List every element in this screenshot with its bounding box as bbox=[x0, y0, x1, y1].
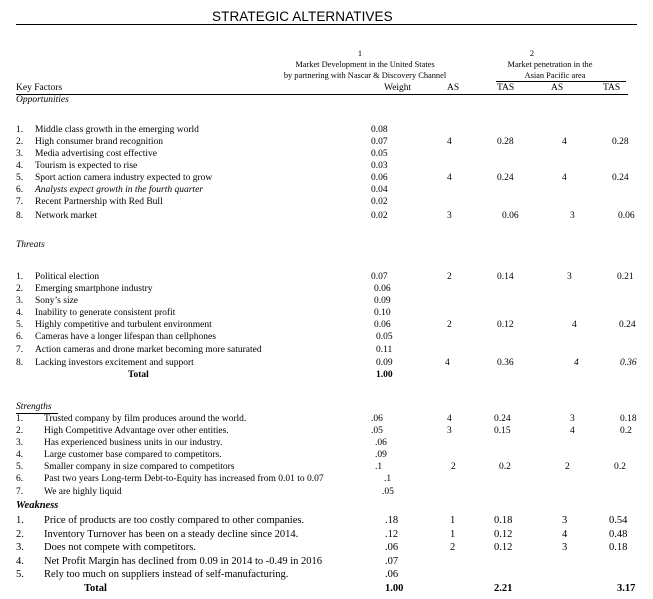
col-as1: AS bbox=[447, 83, 460, 93]
row-weight: .18 bbox=[385, 515, 399, 526]
row-as2: 3 bbox=[562, 515, 568, 526]
row-number: 6. bbox=[16, 332, 24, 342]
row-number: 2. bbox=[16, 426, 24, 436]
row-label: Rely too much on suppliers instead of self-manufacturing. bbox=[44, 569, 289, 580]
table-row bbox=[0, 530, 653, 541]
row-as1: 1 bbox=[450, 529, 456, 540]
row-weight: .06 bbox=[385, 542, 399, 553]
row-as1: 4 bbox=[447, 414, 452, 424]
row-weight: .12 bbox=[385, 529, 399, 540]
row-tas1: 0.14 bbox=[497, 272, 514, 282]
col-tas1: TAS bbox=[497, 83, 515, 93]
row-number: 1. bbox=[16, 272, 24, 282]
alt1-line2: by partnering with Nascar & Discovery Channel bbox=[283, 71, 447, 80]
row-number: 1. bbox=[16, 515, 24, 526]
row-number: 1. bbox=[16, 414, 24, 424]
title-underline bbox=[16, 24, 637, 25]
row-as1: 4 bbox=[447, 173, 452, 183]
row-tas2: 0.48 bbox=[609, 529, 628, 540]
table-row bbox=[0, 346, 653, 357]
row-number: 6. bbox=[16, 474, 24, 484]
row-tas2: 0.24 bbox=[612, 173, 629, 183]
row-label: Tourism is expected to rise bbox=[35, 161, 138, 171]
total-weight: 1.00 bbox=[376, 370, 393, 380]
row-number: 3. bbox=[16, 149, 24, 159]
table-row bbox=[0, 150, 653, 161]
row-tas1: 0.28 bbox=[497, 137, 514, 147]
row-as2: 4 bbox=[574, 358, 579, 368]
row-as2: 4 bbox=[562, 173, 567, 183]
row-as2: 3 bbox=[562, 542, 568, 553]
row-tas1: 0.12 bbox=[497, 320, 514, 330]
row-label: Price of products are too costly compared to other companies. bbox=[44, 515, 305, 526]
row-as1: 2 bbox=[450, 542, 456, 553]
row-as2: 4 bbox=[570, 426, 575, 436]
row-number: 5. bbox=[16, 569, 24, 580]
table-row bbox=[0, 570, 653, 581]
row-tas1: 0.36 bbox=[497, 358, 514, 368]
row-label: High Competitive Advantage over other entities. bbox=[44, 426, 229, 436]
row-as1: 2 bbox=[447, 272, 452, 282]
row-label: Emerging smartphone industry bbox=[35, 284, 153, 294]
row-number: 6. bbox=[16, 185, 24, 195]
page-title: STRATEGIC ALTERNATIVES bbox=[212, 9, 393, 24]
row-as1: 2 bbox=[447, 320, 452, 330]
row-weight: .05 bbox=[382, 487, 394, 497]
table-row bbox=[0, 415, 653, 426]
table-row bbox=[0, 309, 653, 320]
table-row bbox=[0, 488, 653, 499]
row-tas2: 0.21 bbox=[617, 272, 634, 282]
row-as1: 4 bbox=[447, 137, 452, 147]
table-row bbox=[0, 427, 653, 438]
table-row bbox=[0, 297, 653, 308]
total-weight: 1.00 bbox=[385, 583, 404, 594]
total-label: Total bbox=[128, 370, 149, 380]
table-row bbox=[0, 451, 653, 462]
column-header-underline bbox=[16, 94, 628, 95]
row-tas1: 0.24 bbox=[494, 414, 511, 424]
row-label: Large customer base compared to competitors. bbox=[44, 450, 222, 460]
row-weight: 0.06 bbox=[374, 284, 391, 294]
row-label: Inability to generate consistent profit bbox=[35, 308, 176, 318]
row-tas1: 0.24 bbox=[497, 173, 514, 183]
total-tas1: 2.21 bbox=[494, 583, 513, 594]
table-row bbox=[0, 174, 653, 185]
row-number: 4. bbox=[16, 308, 24, 318]
section-opportunities: Opportunities bbox=[16, 95, 69, 105]
row-weight: .1 bbox=[375, 462, 383, 472]
row-number: 3. bbox=[16, 438, 24, 448]
grand-total-row bbox=[0, 584, 653, 595]
section-threats: Threats bbox=[16, 240, 45, 250]
alt2-line2: Asian Pacific area bbox=[524, 71, 586, 80]
row-weight: 0.06 bbox=[374, 320, 391, 330]
col-weight: Weight bbox=[384, 83, 412, 93]
col-as2: AS bbox=[551, 83, 564, 93]
row-weight: .07 bbox=[385, 556, 399, 567]
row-number: 7. bbox=[16, 487, 24, 497]
row-tas2: 0.2 bbox=[620, 426, 632, 436]
row-number: 3. bbox=[16, 542, 24, 553]
row-tas1: 0.18 bbox=[494, 515, 513, 526]
row-label: Highly competitive and turbulent environment bbox=[35, 320, 212, 330]
row-number: 8. bbox=[16, 358, 24, 368]
table-row bbox=[0, 543, 653, 554]
row-label: Middle class growth in the emerging world bbox=[35, 125, 199, 135]
row-weight: 0.06 bbox=[371, 173, 388, 183]
row-label: Sport action camera industry expected to grow bbox=[35, 173, 213, 183]
row-label: Smaller company in size compared to competitors bbox=[44, 462, 235, 472]
table-row bbox=[0, 273, 653, 284]
row-number: 2. bbox=[16, 529, 24, 540]
row-label: Analysts expect growth in the fourth quarter bbox=[35, 185, 203, 195]
alt2-line1: Market penetration in the bbox=[507, 60, 593, 69]
row-weight: .06 bbox=[385, 569, 399, 580]
table-row bbox=[0, 285, 653, 296]
row-as2: 2 bbox=[565, 462, 570, 472]
row-tas2: 0.24 bbox=[619, 320, 636, 330]
row-as1: 1 bbox=[450, 515, 456, 526]
table-row bbox=[0, 186, 653, 197]
row-as2: 3 bbox=[570, 414, 575, 424]
row-label: Network market bbox=[35, 211, 97, 221]
row-as1: 3 bbox=[447, 426, 452, 436]
row-weight: .1 bbox=[384, 474, 392, 484]
row-as2: 4 bbox=[562, 529, 568, 540]
table-row bbox=[0, 126, 653, 137]
section-strengths: Strengths bbox=[16, 402, 52, 412]
row-weight: .05 bbox=[371, 426, 383, 436]
alt1-line1: Market Development in the United States bbox=[295, 60, 435, 69]
row-weight: 0.05 bbox=[376, 332, 393, 342]
table-row bbox=[0, 516, 653, 527]
table-row bbox=[0, 162, 653, 173]
row-label: High consumer brand recognition bbox=[35, 137, 163, 147]
row-as1: 4 bbox=[445, 358, 450, 368]
row-label: We are highly liquid bbox=[44, 487, 122, 497]
row-tas2: 0.28 bbox=[612, 137, 629, 147]
row-weight: 0.09 bbox=[376, 358, 393, 368]
row-number: 8. bbox=[16, 211, 24, 221]
row-weight: .06 bbox=[371, 414, 383, 424]
row-label: Media advertising cost effective bbox=[35, 149, 157, 159]
row-tas1: 0.15 bbox=[494, 426, 511, 436]
row-weight: 0.07 bbox=[371, 137, 388, 147]
row-tas2: 0.18 bbox=[609, 542, 628, 553]
row-as1: 2 bbox=[451, 462, 456, 472]
row-as2: 3 bbox=[567, 272, 572, 282]
external-total-row bbox=[0, 371, 653, 382]
row-number: 2. bbox=[16, 137, 24, 147]
row-label: Net Profit Margin has declined from 0.09 in 2014 to -0.49 in 2016 bbox=[44, 556, 323, 567]
table-row bbox=[0, 557, 653, 568]
row-weight: 0.11 bbox=[376, 345, 393, 355]
row-label: Lacking investors excitement and support bbox=[35, 358, 194, 368]
row-weight: 0.09 bbox=[374, 296, 391, 306]
row-label: Sony’s size bbox=[35, 296, 79, 306]
row-label: Does not compete with competitors. bbox=[44, 542, 196, 553]
table-row bbox=[0, 475, 653, 486]
row-number: 1. bbox=[16, 125, 24, 135]
row-weight: 0.03 bbox=[371, 161, 388, 171]
row-weight: 0.10 bbox=[374, 308, 391, 318]
table-row bbox=[0, 321, 653, 332]
table-row bbox=[0, 359, 653, 370]
row-tas2: 0.54 bbox=[609, 515, 628, 526]
table-row bbox=[0, 138, 653, 149]
row-weight: 0.04 bbox=[371, 185, 388, 195]
total-label: Total bbox=[84, 583, 107, 594]
row-number: 5. bbox=[16, 173, 24, 183]
alt1-number: 1 bbox=[357, 49, 363, 58]
row-number: 5. bbox=[16, 320, 24, 330]
row-label: Trusted company by film produces around the world. bbox=[44, 414, 247, 424]
row-as1: 3 bbox=[447, 211, 452, 221]
table-row bbox=[0, 333, 653, 344]
row-weight: .09 bbox=[375, 450, 387, 460]
row-weight: 0.05 bbox=[371, 149, 388, 159]
row-number: 4. bbox=[16, 450, 24, 460]
table-row bbox=[0, 463, 653, 474]
total-tas2: 3.17 bbox=[617, 583, 636, 594]
row-label: Past two years Long-term Debt-to-Equity has increased from 0.01 to 0.07 bbox=[44, 474, 324, 484]
col-tas2: TAS bbox=[603, 83, 621, 93]
row-label: Has experienced business units in our industry. bbox=[44, 438, 223, 448]
row-label: Political election bbox=[35, 272, 100, 282]
row-tas2: 0.18 bbox=[620, 414, 637, 424]
row-tas2: 0.06 bbox=[618, 211, 635, 221]
section-weakness: Weakness bbox=[16, 500, 59, 511]
row-label: Inventory Turnover has been on a steady decline since 2014. bbox=[44, 529, 299, 540]
row-weight: .06 bbox=[375, 438, 387, 448]
row-weight: 0.07 bbox=[371, 272, 388, 282]
row-as2: 3 bbox=[570, 211, 575, 221]
alt2-number: 2 bbox=[529, 49, 535, 58]
row-label: Recent Partnership with Red Bull bbox=[35, 197, 163, 207]
row-tas2: 0.36 bbox=[620, 358, 637, 368]
row-number: 4. bbox=[16, 161, 24, 171]
row-weight: 0.02 bbox=[371, 197, 388, 207]
row-number: 7. bbox=[16, 345, 24, 355]
row-label: Action cameras and drone market becoming more saturated bbox=[35, 345, 262, 355]
row-as2: 4 bbox=[572, 320, 577, 330]
col-key-factors: Key Factors bbox=[16, 83, 63, 93]
row-tas2: 0.2 bbox=[614, 462, 626, 472]
row-tas1: 0.12 bbox=[494, 529, 513, 540]
row-weight: 0.08 bbox=[371, 125, 388, 135]
row-number: 7. bbox=[16, 197, 24, 207]
row-number: 3. bbox=[16, 296, 24, 306]
table-row bbox=[0, 198, 653, 209]
alt2-header-underline bbox=[496, 81, 626, 82]
row-number: 4. bbox=[16, 556, 24, 567]
row-as2: 4 bbox=[562, 137, 567, 147]
row-tas1: 0.12 bbox=[494, 542, 513, 553]
row-weight: 0.02 bbox=[371, 211, 388, 221]
row-number: 2. bbox=[16, 284, 24, 294]
row-label: Cameras have a longer lifespan than cellphones bbox=[35, 332, 216, 342]
row-tas1: 0.06 bbox=[502, 211, 519, 221]
row-tas1: 0.2 bbox=[499, 462, 511, 472]
table-row bbox=[0, 439, 653, 450]
row-number: 5. bbox=[16, 462, 24, 472]
table-row bbox=[0, 212, 653, 223]
